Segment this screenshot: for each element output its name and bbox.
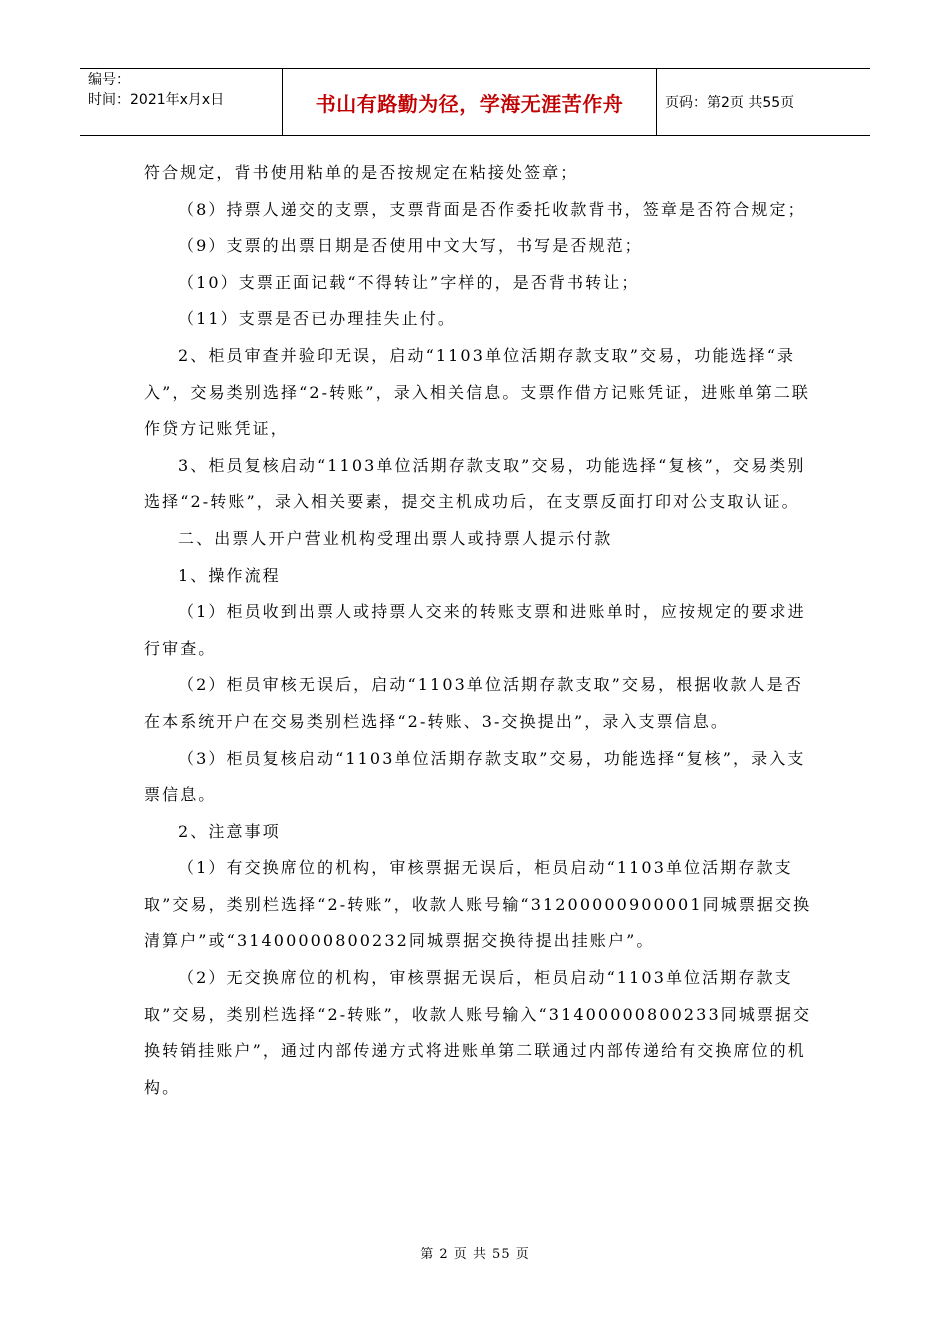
document-time-label: 时间：2021年x月x日 — [88, 92, 225, 108]
body-paragraph: 3、柜员复核启动“1103单位活期存款支取”交易，功能选择“复核”，交易类别选择“2-转账”，录入相关要素，提交主机成功后，在支票反面打印对公支取认证。 — [144, 455, 806, 512]
body-paragraph: （11）支票是否已办理挂失止付。 — [178, 309, 456, 329]
body-paragraph: （8）持票人递交的支票，支票背面是否作委托收款背书，签章是否符合规定； — [178, 199, 806, 219]
body-paragraph: （9）支票的出票日期是否使用中文大写，书写是否规范； — [178, 236, 643, 256]
header-page-code: 页码：第2页 共55页 — [665, 95, 795, 111]
document-number-label: 编号： — [88, 72, 130, 88]
header-motto-cell — [282, 69, 657, 135]
body-paragraph: （2）无交换席位的机构，审核票据无误后，柜员启动“1103单位活期存款支取”交易，类别栏选择“2-转账”，收款人账号输入“31400000800233同城票据交换转销挂账户”，通过内部传递方式将进账单第二联通过内部传递给有交换席位的机构。 — [144, 968, 812, 1097]
header-motto: 书山有路勤为径，学海无涯苦作舟 — [315, 91, 624, 116]
subsection-heading: 2、注意事项 — [178, 821, 281, 841]
body-paragraph: （2）柜员审核无误后，启动“1103单位活期存款支取”交易，根据收款人是否在本系统开户在交易类别栏选择“2-转账、3-交换提出”，录入支票信息。 — [144, 675, 803, 731]
body-paragraph: （1）有交换席位的机构，审核票据无误后，柜员启动“1103单位活期存款支取”交易，类别栏选择“2-转账”，收款人账号输“31200000900001同城票据交换清算户”或“31400000800232同城票据交换待提出挂账户”。 — [144, 858, 812, 951]
page-footer: 第 2 页 共 55 页 — [420, 1247, 530, 1262]
header-page-cell — [657, 69, 870, 135]
document-body — [144, 155, 820, 1106]
body-paragraph: （3）柜员复核启动“1103单位活期存款支取”交易，功能选择“复核”，录入支票信息。 — [144, 748, 806, 805]
body-paragraph: 2、柜员审查并验印无误，启动“1103单位活期存款支取”交易，功能选择“录入”，交易类别选择“2-转账”，录入相关信息。支票作借方记账凭证，进账单第二联作贷方记账凭证， — [144, 345, 811, 439]
body-paragraph: （1）柜员收到出票人或持票人交来的转账支票和进账单时，应按规定的要求进行审查。 — [144, 602, 806, 658]
page-header — [80, 68, 870, 136]
section-heading: 二、出票人开户营业机构受理出票人或持票人提示付款 — [178, 528, 613, 548]
header-left-cell — [80, 69, 282, 135]
body-paragraph: （10）支票正面记载“不得转让”字样的，是否背书转让； — [178, 272, 640, 292]
subsection-heading: 1、操作流程 — [178, 565, 281, 585]
body-paragraph: 符合规定，背书使用粘单的是否按规定在粘接处签章； — [144, 163, 579, 182]
